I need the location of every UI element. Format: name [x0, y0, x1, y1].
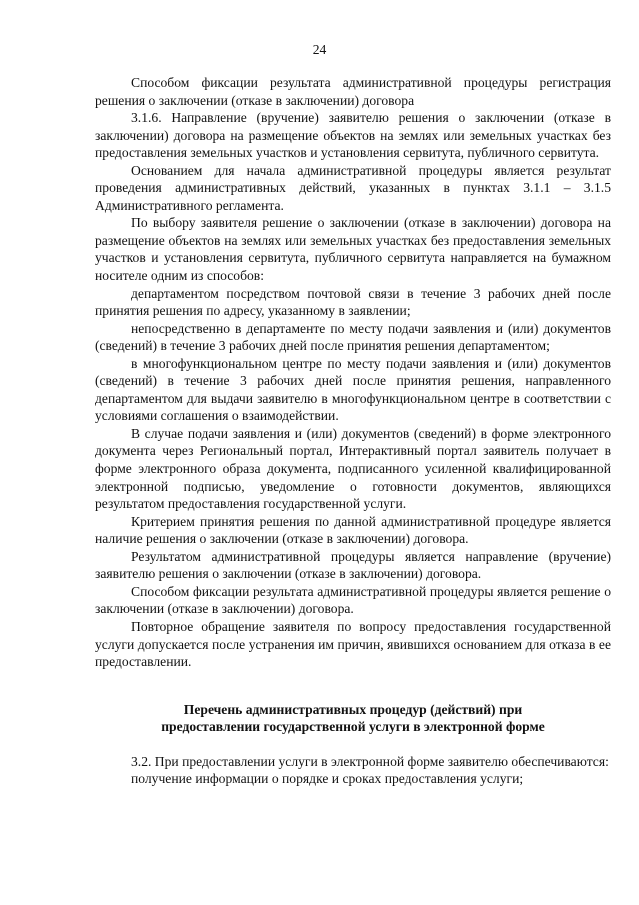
paragraph: непосредственно в департаменте по месту подачи заявления и (или) документов (сведений) в течение 3 рабочих дней после принятия решения департаментом; [95, 320, 611, 354]
paragraph: Способом фиксации результата административной процедуры регистрация решения о заключении (отказе в заключении) договора [95, 75, 611, 108]
section-heading-line: предоставлении государственной услуги в электронной форме [161, 719, 545, 735]
paragraph: Критерием принятия решения по данной административной процедуре является наличие решения о заключении (отказе в заключении) договора. [95, 513, 611, 547]
paragraph: 3.2. При предоставлении услуги в электронной форме заявителю обеспечиваются: [131, 753, 609, 769]
paragraph: Результатом административной процедуры является направление (вручение) заявителю решения о заключении (отказе в заключении) договора. [95, 548, 611, 582]
paragraph: получение информации о порядке и сроках предоставления услуги; [131, 771, 524, 787]
paragraph: 3.1.6. Направление (вручение) заявителю решения о заключении (отказе в заключении) договора на размещение объектов на землях или земельных участках без предоставления земельных участков и установления сервитута, публичного сервитута. [95, 110, 611, 161]
paragraph: По выбору заявителя решение о заключении (отказе в заключении) договора на размещение объектов на землях или земельных участках без предоставления земельных участков и установления сервитута, публичного сервитута направляется на бумажном носителе одним из способов: [95, 215, 611, 284]
paragraph: Повторное обращение заявителя по вопросу предоставления государственной услуги допускается после устранения им причин, явившихся основанием для отказа в ее предоставлении. [95, 618, 611, 670]
section-heading-line: Перечень административных процедур (действий) при [183, 701, 523, 717]
paragraph: В случае подачи заявления и (или) документов (сведений) в форме электронного документа через Региональный портал, Интерактивный портал заявитель получает в форме электронного образа документа, подписанного усиленной квалифицированной электронной подписью, уведомление о готовности документов, являющихся результатом предоставления государственной услуги. [95, 425, 611, 512]
paragraph: Основанием для начала административной процедуры является результат проведения административных действий, указанных в пунктах 3.1.1 – 3.1.5 Административного регламента. [95, 162, 611, 213]
section-heading [95, 701, 611, 736]
paragraph: департаментом посредством почтовой связи в течение 3 рабочих дней после принятия решения по адресу, указанному в заявлении; [95, 285, 611, 319]
page-number: 24 [312, 42, 327, 57]
document-body [95, 74, 611, 788]
paragraph: Способом фиксации результата административной процедуры является решение о заключении (отказе в заключении) договора. [95, 583, 611, 617]
paragraph: в многофункциональном центре по месту подачи заявления и (или) документов (сведений) в течение 3 рабочих дней после принятия решения, направленного департаментом для выдачи заявителю в многофункциональном центре в соответствии с условиями соглашения о взаимодействии. [95, 355, 611, 424]
